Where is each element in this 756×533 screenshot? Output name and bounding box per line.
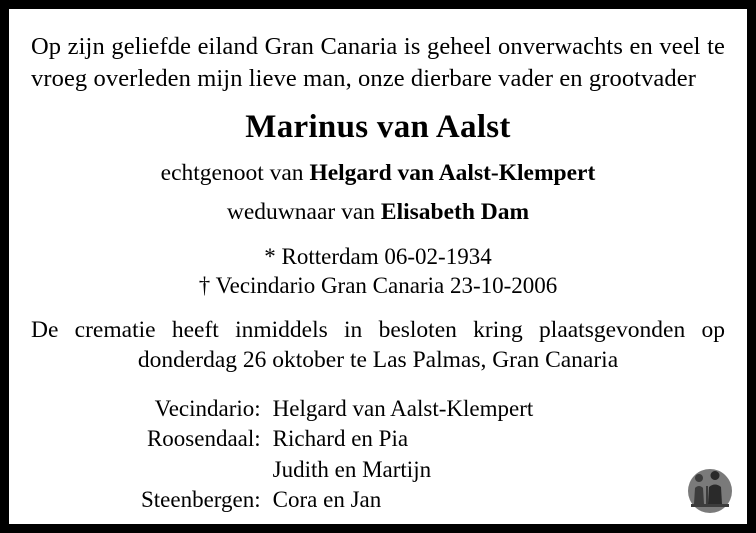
spouse-line [31,160,725,187]
widower-line [31,199,725,226]
deceased-name: Marinus van Aalst [245,108,511,145]
family-row [141,424,533,455]
family-row [141,394,533,425]
intro-text: Op zijn geliefde eiland Gran Canaria is geheel onverwachts en veel te vroeg overleden mijn lieve man, onze dierbare vader en grootvader [31,33,725,92]
family-person: Cora en Jan [272,487,382,513]
family-row [141,455,533,486]
family-person: Judith en Martijn [272,456,432,482]
cremation-text: De crematie heeft inmiddels in besloten kring plaatsgevonden op donderdag 26 oktober te Las Palmas, Gran Canaria [31,316,725,374]
family-row [141,485,533,516]
birth-line: * Rotterdam 06-02-1934 [264,243,492,269]
family-place: Roosendaal: [146,426,261,452]
family-place: Vecindario: [154,395,261,421]
family-place: Steenbergen: [141,487,261,513]
mourning-figures-logo-icon [687,468,733,514]
death-line: † Vecindario Gran Canaria 23-10-2006 [198,273,558,299]
family-person: Helgard van Aalst-Klempert [272,395,534,421]
spouse-name: Helgard van Aalst-Klempert [309,159,596,186]
dates-block [31,242,725,301]
family-place [141,455,273,486]
spouse-prefix: echtgenoot van [160,159,310,186]
widower-prefix: weduwnaar van [226,198,381,225]
family-list-body [141,394,533,516]
notice-inner-frame [6,6,750,527]
family-person: Richard en Pia [272,426,409,452]
widower-name: Elisabeth Dam [380,198,530,225]
family-list [141,394,533,516]
